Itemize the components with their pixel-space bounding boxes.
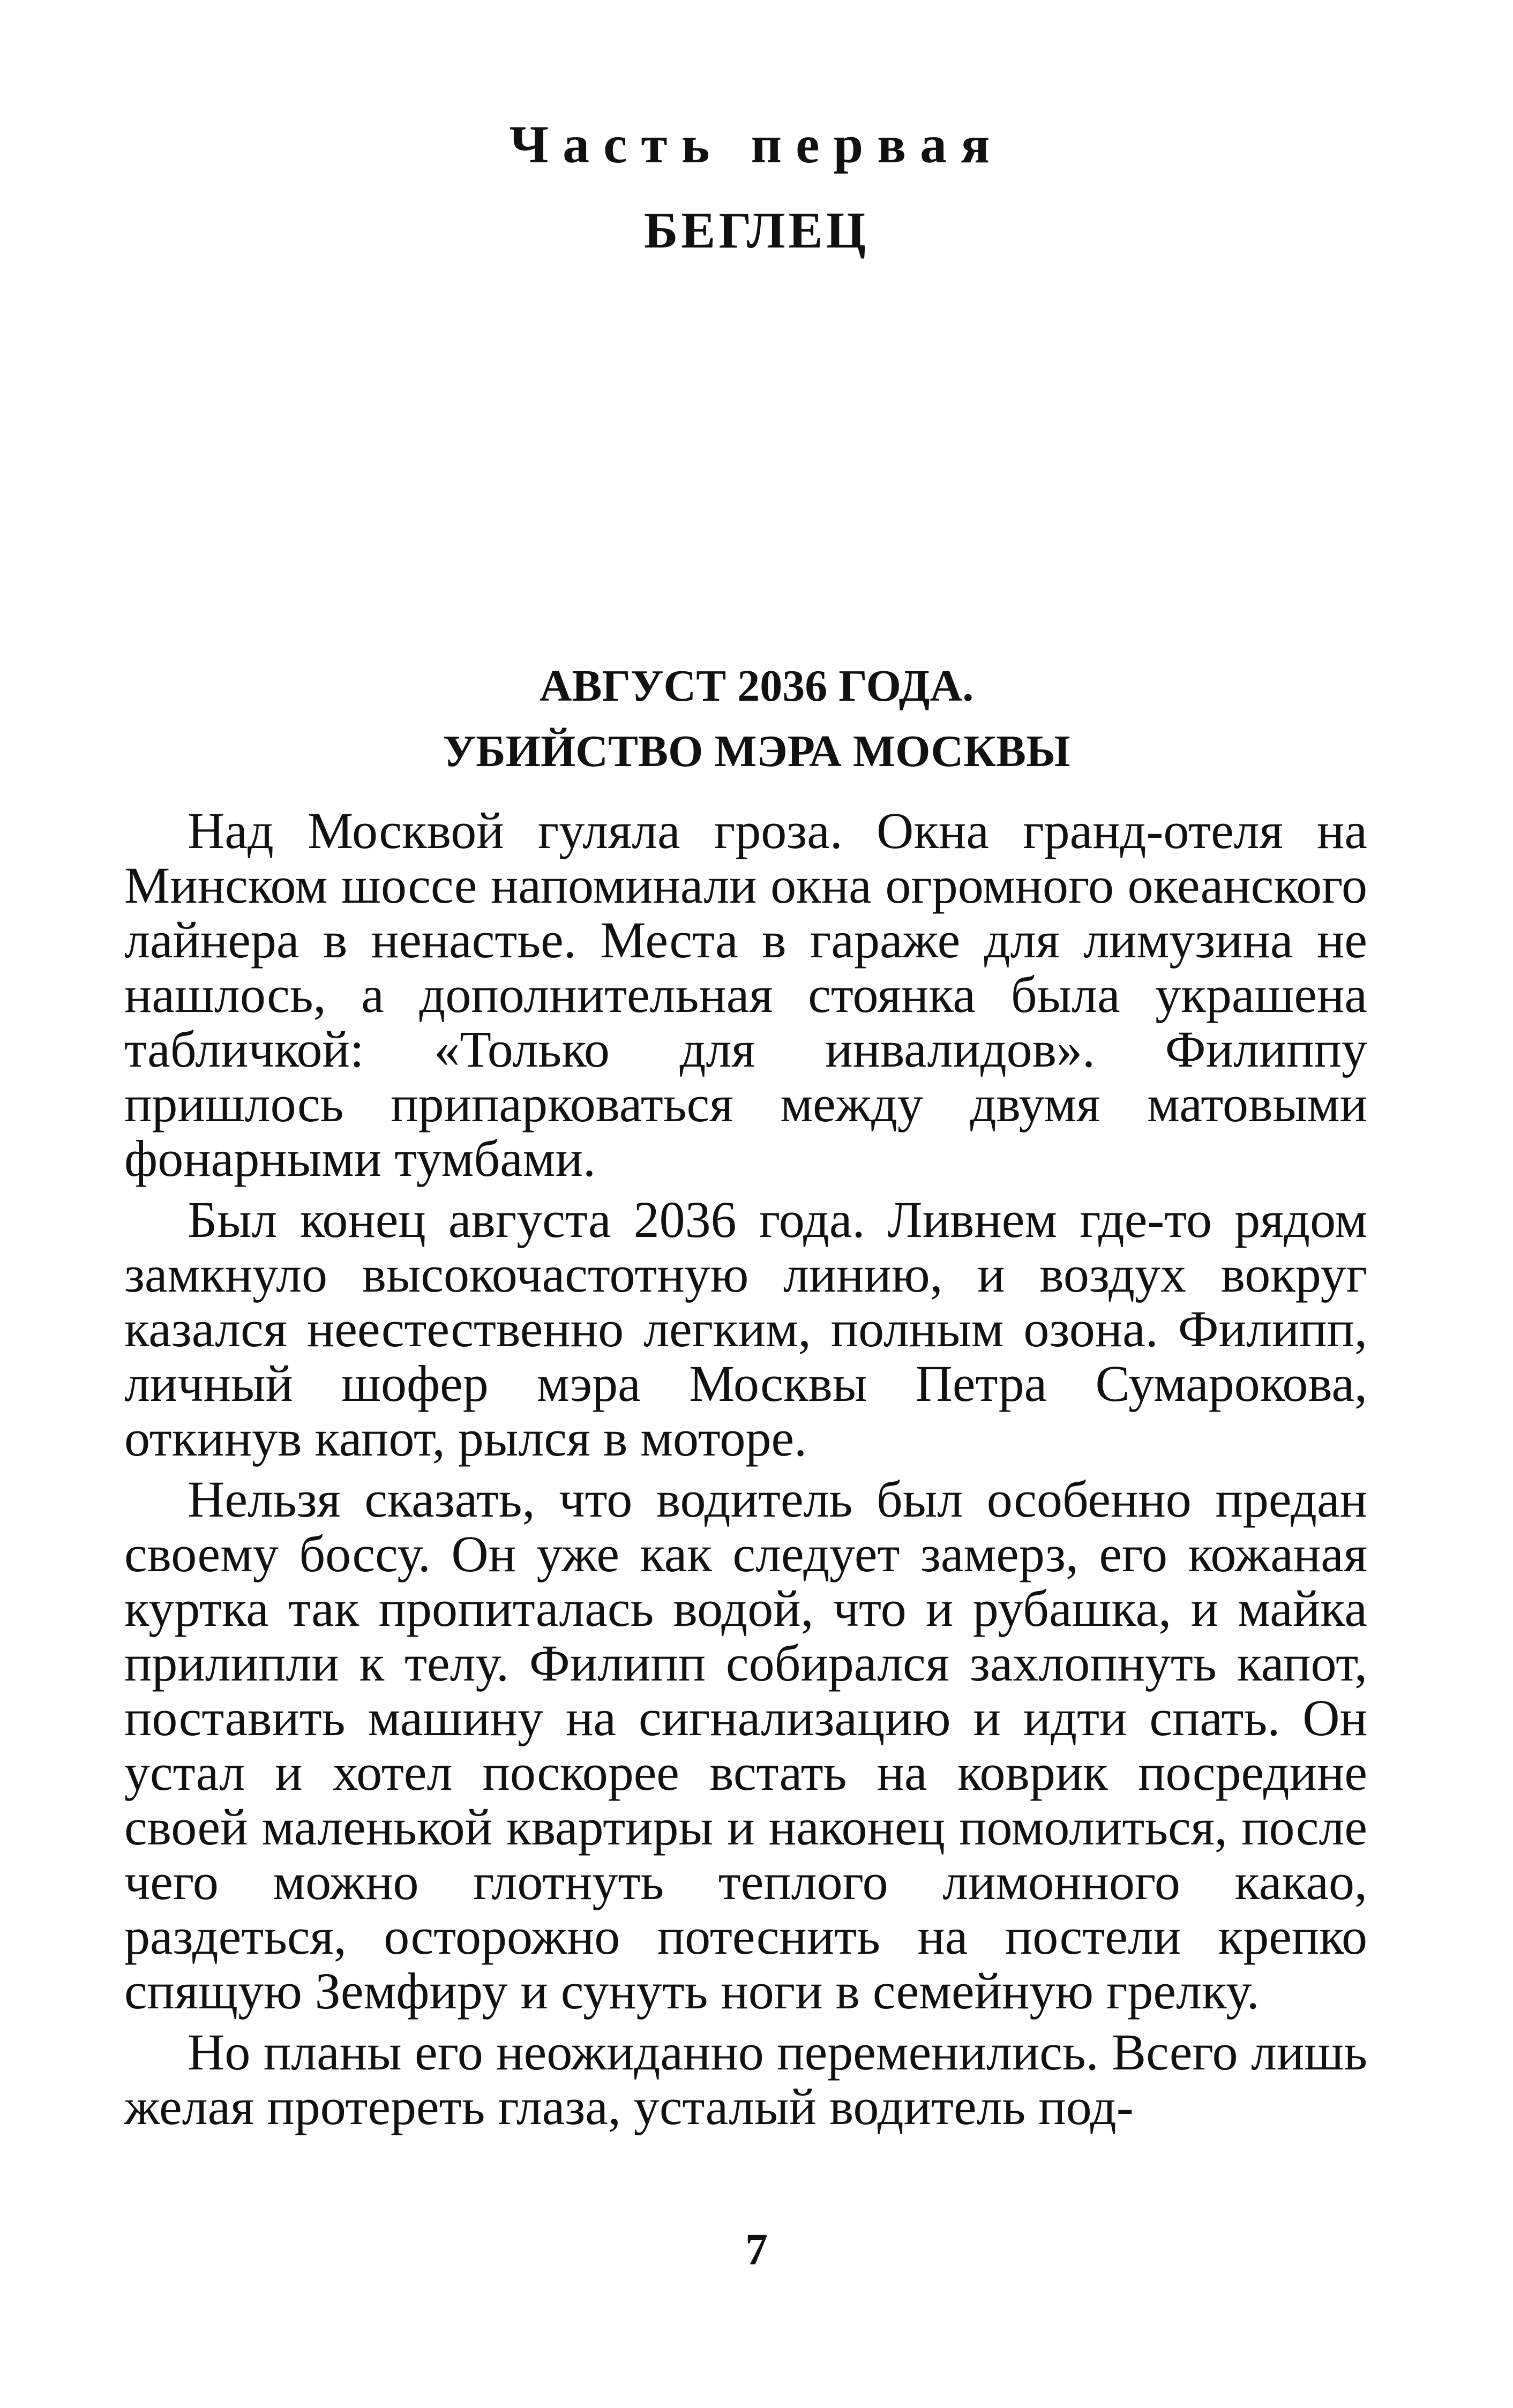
paragraph: Нельзя сказать, что водитель был особенно предан своему боссу. Он уже как следует замерз, его кожаная куртка так пропиталась водой, что и рубашка, и майка прилипли к телу. Филипп собирался захлопнуть капот, поставить машину на сигнализацию и идти спать. Он устал и хотел поскорее встать на коврик посредине своей маленькой квартиры и наконец помолиться, после чего можно глотнуть теплого лимонного какао, раздеться, осторожно потеснить на постели крепко спящую Земфиру и сунуть ноги в семейную грелку. [124,1471,1367,2020]
body-text [124,804,1367,2141]
page-number: 7 [745,2225,768,2275]
part-title: БЕГЛЕЦ [643,201,870,259]
paragraph: Над Москвой гуляла гроза. Окна гранд-отеля на Минском шоссе напоминали окна огромного океанского лайнера в ненастье. Места в гараже для лимузина не нашлось, а дополнительная стоянка была украшена табличкой: «Только для инвалидов». Филиппу пришлось припарковаться между двумя матовыми фонарными тумбами. [124,802,1367,1187]
paragraph: Был конец августа 2036 года. Ливнем где-то рядом замкнуло высокочастотную линию, и воздух вокруг казался неестественно легким, полным озона. Филипп, личный шофер мэра Москвы Петра Сумарокова, откинув капот, рылся в моторе. [124,1191,1367,1467]
part-label: Часть первая [509,115,1004,174]
chapter-heading-line-2: УБИЙСТВО МЭРА МОСКВЫ [443,726,1070,776]
chapter-heading-line-1: АВГУСТ 2036 ГОДА. [539,661,974,711]
chapter-heading [0,654,1513,784]
paragraph: Но планы его неожиданно переменились. Всего лишь желая протереть глаза, усталый водитель под- [124,2023,1367,2135]
